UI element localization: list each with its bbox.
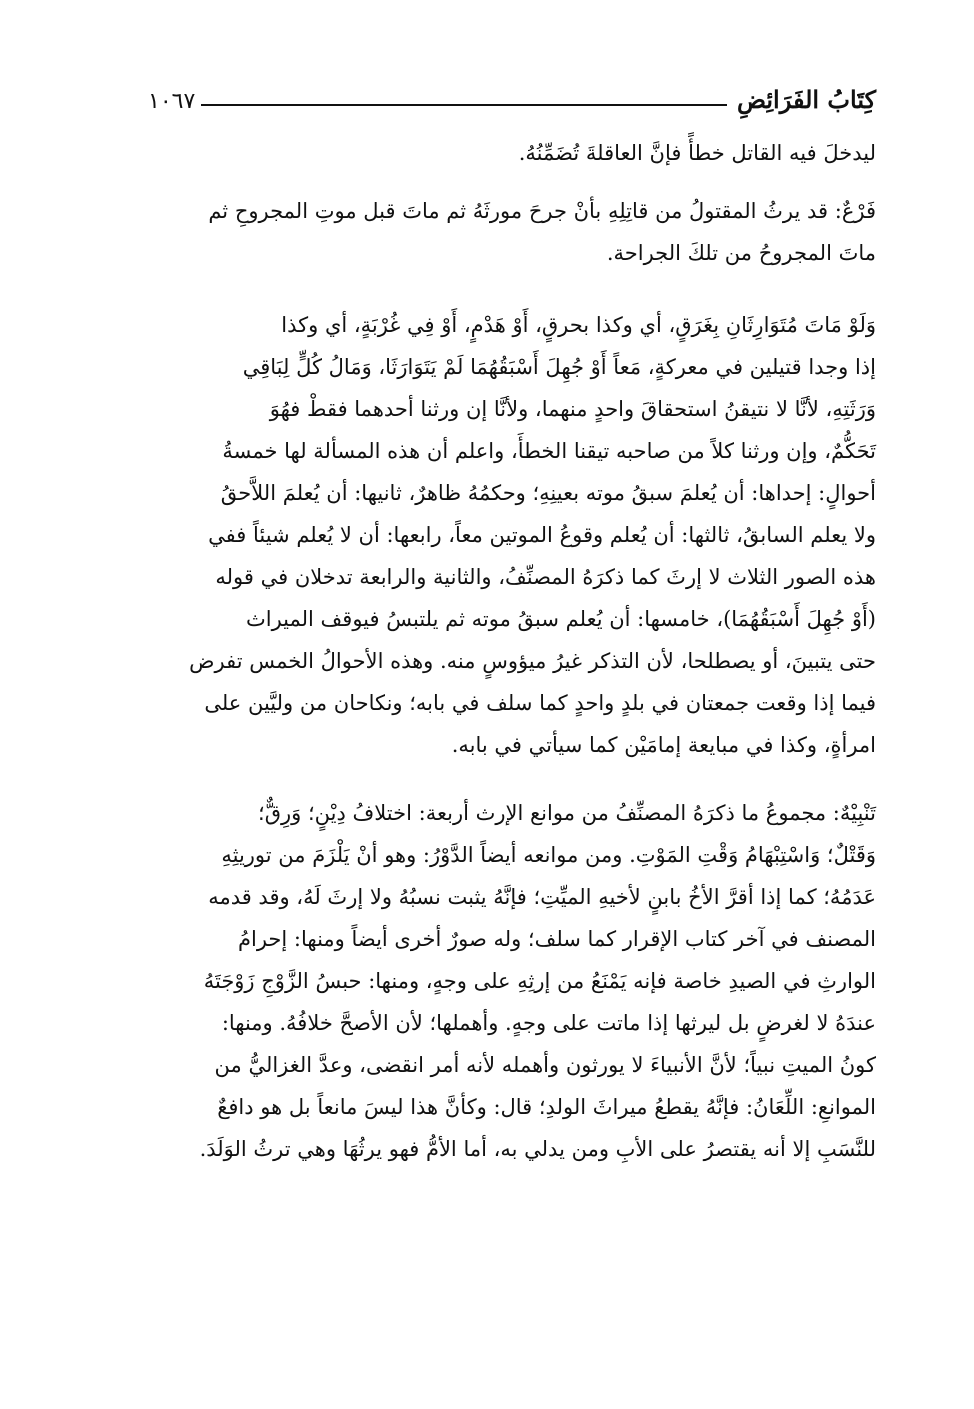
running-header	[148, 70, 876, 114]
text-line: عَدَمُهُ؛ كما إذا أقرَّ الأخُ بابنٍ لأخيهِ الميِّتِ؛ فإنَّهُ يثبت نسبُهُ ولا إرثَ لَهُ، وقد قدمه	[208, 885, 876, 909]
header-rule	[201, 104, 727, 106]
text-line: الموانعِ: اللِّعَانُ: فإنَّهُ يقطعُ ميراثَ الولدِ؛ قال: وكأنَّ هذا ليسَ مانعاً بل هو دافعٌ	[217, 1095, 876, 1119]
text-line: كونُ الميتِ نبياً؛ لأنَّ الأنبياءَ لا يورثون وأهمله لأنه أمر انقضى، وعدَّ الغزاليُّ من	[214, 1053, 876, 1077]
text-line: (أَوْ جُهِلَ أَسْبَقُهُمَا)، خامسها: أن يُعلم سبقُ موته ثم يلتبسُ فيوقف الميراث	[245, 607, 876, 631]
text-line: للنَّسَبِ إلا أنه يقتصرُ على الأبِ ومن يدلي به، أما الأمُّ فهو يرثُهَا وهي ترثُ الوَلَدَ.	[199, 1137, 876, 1161]
paragraph-continuation	[148, 132, 876, 174]
text-line: تَحَكُّمٌ، وإن ورثنا كلاً من صاحبه تيقنا الخطأَ، واعلم أن هذه المسألة لها خمسةُ	[222, 439, 876, 463]
page-number: ١٠٦٧	[148, 89, 196, 114]
text-line: الوارثِ في الصيدِ خاصة فإنه يَمْنَعُ من إرثِهِ على وجهٍ، ومنها: حبسُ الزَّوْجِ زَوْجَتَهُ	[203, 969, 876, 993]
text-line: وَرَثَتِهِ، لأنَّا لا نتيقنُ استحقاقَ واحدٍ منهما، ولأنَّا إن ورثنا أحدهما فقطْ فهُوَ	[269, 397, 876, 421]
text-line: ولا يعلم السابقُ، ثالثها: أن يُعلم وقوعُ الموتين معاً، رابعها: أن لا يُعلم شيئاً ففي	[208, 523, 876, 547]
book-title: كِتَابُ الفَرَائِضِ	[736, 85, 876, 114]
text-line: فيما إذا وقعت جمعتان في بلدٍ واحدٍ كما سلف في بابه؛ ونكاحان من وليَّين على	[204, 691, 876, 715]
text-line: ماتَ المجروحُ من تلكَ الجراحة.	[606, 241, 876, 265]
text-line: وَلَوْ مَاتَ مُتَوَارِثَانِ بِغَرَقٍ، أي وكذا بحرقٍ، أَوْ هَدْمٍ، أَوْ فِي غُرْبَةٍ، أي وكذا	[281, 313, 876, 337]
text-line: إذا وجدا قتيلين في معركةٍ، مَعاً أَوْ جُهِلَ أَسْبَقُهُمَا لَمْ يَتَوَارَثَا، وَمَالُ كُلٍّ لِبَاقِي	[242, 355, 876, 379]
text-line: هذه الصور الثلاث لا إرثَ كما ذكرَهُ المصنِّفُ، والثانية والرابعة تدخلان في قوله	[215, 565, 876, 589]
text-line: حتى يتبينَ، أو يصطلحا، لأن التذكر غيرُ ميؤوسٍ منه. وهذه الأحوالُ الخمس تفرض	[189, 649, 876, 673]
book-page	[148, 70, 876, 1360]
text-line: عندَهُ لا لغرضٍ بل ليرثها إذا ماتت على وجهٍ. وأهملها؛ لأن الأصحَّ خلافُهُ. ومنها:	[221, 1011, 876, 1035]
text-line: أحوالٍ: إحداها: أن يُعلمَ سبقُ موته بعينِهِ؛ وحكمُهُ ظاهرٌ، ثانيها: أن يُعلمَ اللاَّحقُ	[220, 481, 876, 505]
text-line: ليدخلَ فيه القاتل خطأً فإنَّ العاقلةَ تُضَمِّنُهُ.	[518, 141, 876, 165]
text-line: امرأةٍ، وكذا في مبايعة إمامَيْن كما سيأتي في بابه.	[451, 733, 876, 757]
paragraph-far	[148, 190, 876, 274]
text-line: المصنف في آخر كتاب الإقرار كما سلف؛ وله صورٌ أخرى أيضاً ومنها: إحرامُ	[238, 927, 876, 951]
paragraph-tanbih	[148, 792, 876, 1170]
paragraph-mutawarithan	[148, 304, 876, 766]
text-line: فَرْعٌ: قد يرثُ المقتولُ من قاتِلِهِ بأنْ جرحَ مورثَهُ ثم ماتَ قبل موتِ المجروحِ ثم	[208, 199, 876, 223]
text-line: تَنْبِيْهٌ: مجموعُ ما ذكرَهُ المصنِّفُ من موانع الإرث أربعة: اختلافُ دِيْنٍ؛ وَرِقٌّ؛	[258, 801, 876, 825]
text-line: وَقَتْلٌ؛ وَاسْتِبْهَامُ وَقْتِ المَوْتِ. ومن موانعه أيضاً الدَّوْرُ: وهو أنْ يَلْزَمَ من توريثِهِ	[221, 843, 876, 867]
